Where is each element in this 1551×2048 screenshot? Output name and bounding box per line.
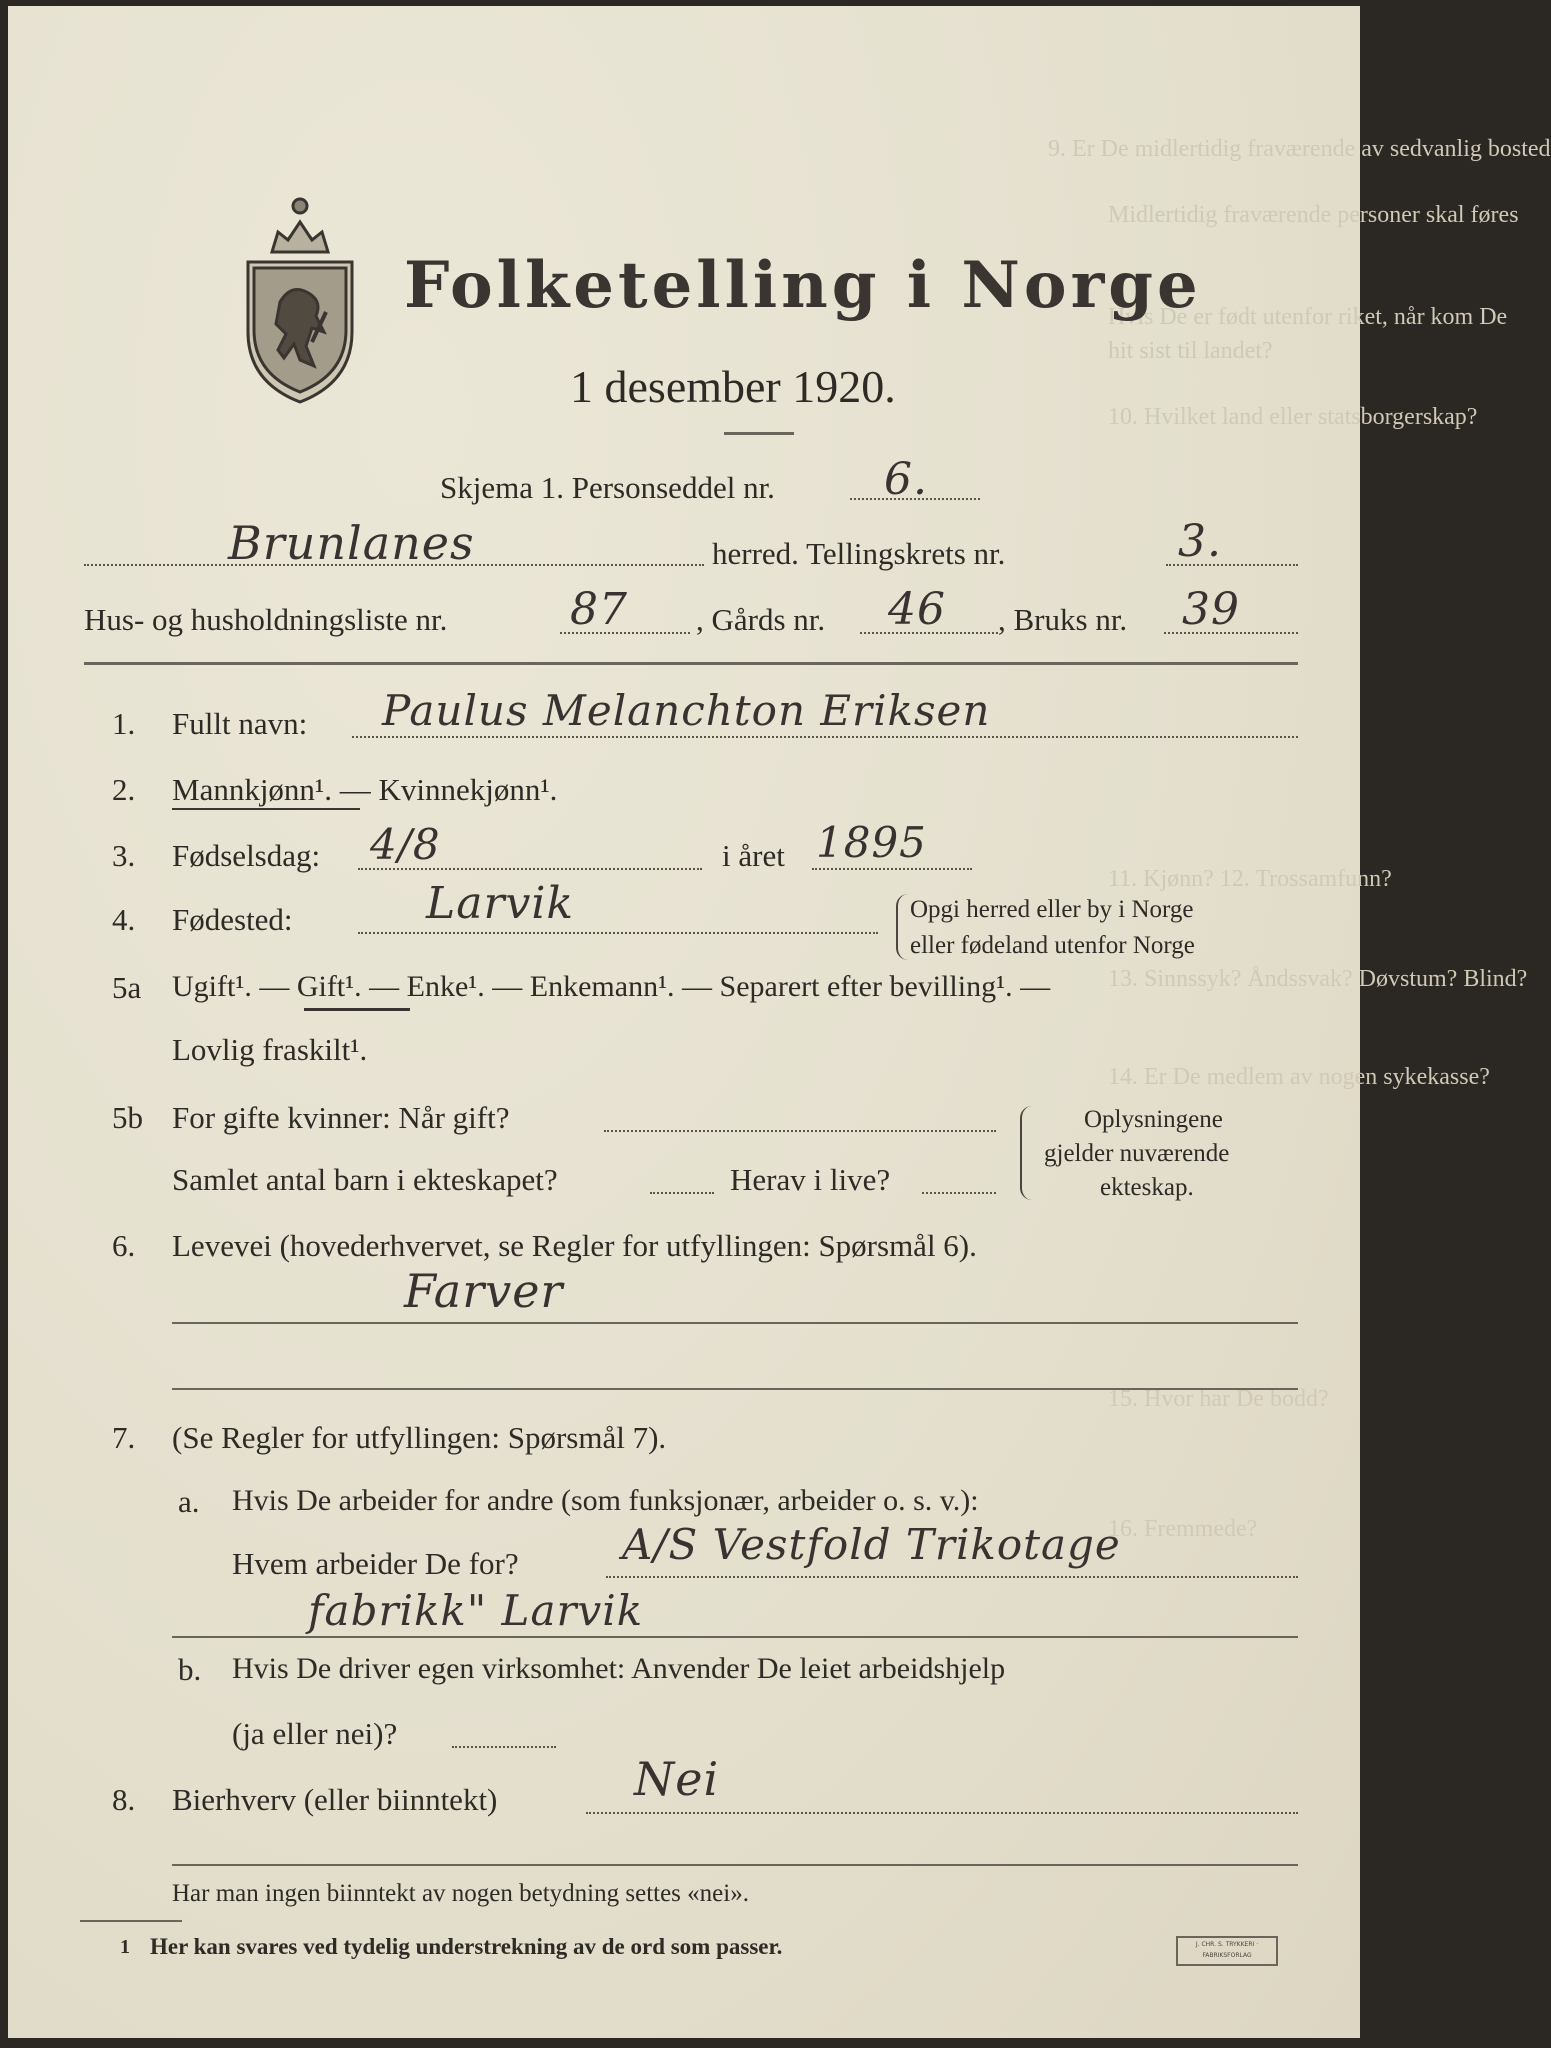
birthplace-note-line2: eller fødeland utenfor Norge <box>910 932 1195 959</box>
full-name-value: Paulus Melanchton Eriksen <box>382 686 991 735</box>
footnote-mark: 1 <box>120 1936 130 1958</box>
bleed-through-text: 15. Hvor har De bodd? <box>1108 1386 1329 1412</box>
q2-number: 2. <box>112 772 136 807</box>
hus-value: 87 <box>570 584 628 635</box>
q7-number: 7. <box>112 1420 136 1455</box>
married-when-label: For gifte kvinner: Når gift? <box>172 1100 510 1135</box>
birthdate-value: 4/8 <box>370 820 441 869</box>
q1-number: 1. <box>112 706 136 741</box>
employer-label: Hvem arbeider De for? <box>232 1546 519 1581</box>
birthdate-label: Fødselsdag: <box>172 838 321 873</box>
children-alive-line <box>922 1192 996 1194</box>
birth-year-value: 1895 <box>816 818 927 867</box>
full-name-line <box>352 736 1298 738</box>
marriage-note-line2: gjelder nuværende <box>1044 1140 1230 1167</box>
employer-line-2 <box>172 1636 1298 1638</box>
marital-status-options: Ugift¹. — Gift¹. — Enke¹. — Enkemann¹. — Separert efter bevilling¹. — <box>172 970 1051 1003</box>
children-total-line <box>650 1192 714 1194</box>
birth-year-line <box>812 868 972 870</box>
hired-help-line <box>452 1746 556 1748</box>
q6-number: 6. <box>112 1228 136 1263</box>
footnote-divider <box>80 1920 182 1922</box>
bleed-through-text: 14. Er De medlem av nogen sykekasse? <box>1108 1064 1490 1090</box>
birth-year-label: i året <box>722 838 785 873</box>
form-title: Folketelling i Norge <box>404 248 1202 323</box>
employer-line <box>606 1576 1298 1578</box>
bleed-through-text: 16. Fremmede? <box>1108 1516 1258 1542</box>
employer-value-line2: fabrikk" Larvik <box>308 1586 644 1635</box>
q3-number: 3. <box>112 838 136 873</box>
gards-label: , Gårds nr. <box>696 602 826 637</box>
gards-value: 46 <box>888 584 946 635</box>
title-divider <box>724 432 794 435</box>
q4-number: 4. <box>112 902 136 937</box>
bleed-through-text: 11. Kjønn? 12. Trossamfunn? <box>1108 866 1392 892</box>
personseddel-value: 6. <box>884 454 928 505</box>
bleed-through-text: 9. Er De midlertidig fraværende av sedvanlig bosted <box>1048 136 1551 162</box>
children-alive-label: Herav i live? <box>730 1162 891 1197</box>
marriage-note-brace <box>1020 1106 1032 1200</box>
q5b-number: 5b <box>112 1100 143 1135</box>
employer-value-line1: A/S Vestfold Trikotage <box>622 1520 1121 1569</box>
no-income-note: Har man ingen biinntekt av nogen betydning settes «nei». <box>172 1880 749 1907</box>
marital-status-underline <box>304 1008 410 1011</box>
side-income-line-2 <box>172 1864 1298 1866</box>
bruks-value: 39 <box>1182 584 1240 635</box>
hired-help-label: (ja eller nei)? <box>232 1716 398 1751</box>
q7b-letter: b. <box>178 1652 202 1687</box>
printer-stamp: J. CHR. S. TRYKKERI · FABRIKSFORLAG <box>1176 1936 1278 1966</box>
q7b-line1: Hvis De driver egen virksomhet: Anvender De leiet arbeidshjelp <box>232 1652 1006 1685</box>
herred-label: herred. Tellingskrets nr. <box>712 536 1006 571</box>
married-when-line <box>604 1130 996 1132</box>
birthplace-note-brace <box>896 894 908 960</box>
coat-of-arms-icon <box>242 192 358 402</box>
children-total-label: Samlet antal barn i ekteskapet? <box>172 1162 558 1197</box>
birthplace-note-line1: Opgi herred eller by i Norge <box>910 896 1194 923</box>
occupation-value: Farver <box>404 1264 564 1318</box>
q8-number: 8. <box>112 1782 136 1817</box>
q7-text: (Se Regler for utfyllingen: Spørsmål 7). <box>172 1420 667 1455</box>
q7a-line1: Hvis De arbeider for andre (som funksjonær, arbeider o. s. v.): <box>232 1484 979 1517</box>
marital-status-options-cont: Lovlig fraskilt¹. <box>172 1032 368 1067</box>
marriage-note-line1: Oplysningene <box>1084 1106 1223 1133</box>
hus-label: Hus- og husholdningsliste nr. <box>84 602 448 637</box>
full-name-label: Fullt navn: <box>172 706 308 741</box>
occupation-line <box>172 1322 1298 1324</box>
q5a-number: 5a <box>112 970 142 1005</box>
gender-options: Mannkjønn¹. — Kvinnekjønn¹. <box>172 772 558 807</box>
gender-underline <box>172 808 360 810</box>
bleed-through-text: hit sist til landet? <box>1108 338 1273 364</box>
form-date: 1 desember 1920. <box>570 361 896 412</box>
occupation-label: Levevei (hovederhvervet, se Regler for utfyllingen: Spørsmål 6). <box>172 1228 977 1263</box>
q7a-letter: a. <box>178 1484 200 1519</box>
side-income-value: Nei <box>634 1752 720 1806</box>
occupation-line-2 <box>172 1388 1298 1390</box>
birthplace-line <box>358 932 878 934</box>
side-income-label: Bierhverv (eller biinntekt) <box>172 1782 498 1817</box>
marriage-note-line3: ekteskap. <box>1100 1174 1194 1201</box>
footnote-text: Her kan svares ved tydelig understrekning av de ord som passer. <box>150 1934 783 1959</box>
bleed-through-text: Midlertidig fraværende personer skal føres <box>1108 202 1519 228</box>
tellingskrets-value: 3. <box>1178 516 1222 567</box>
bruks-label: , Bruks nr. <box>998 602 1128 637</box>
bleed-through-text: 10. Hvilket land eller statsborgerskap? <box>1108 404 1478 430</box>
herred-value: Brunlanes <box>228 516 475 570</box>
bleed-through-text: Hvis De er født utenfor riket, når kom De <box>1108 304 1508 330</box>
birthplace-label: Fødested: <box>172 902 293 937</box>
birthplace-value: Larvik <box>426 878 575 929</box>
bleed-through-text: 13. Sinnssyk? Åndssvak? Døvstum? Blind? <box>1108 966 1528 992</box>
side-income-line <box>586 1812 1298 1814</box>
skjema-label: Skjema 1. Personseddel nr. <box>440 470 775 505</box>
census-form-page <box>8 6 1551 2038</box>
section-divider <box>84 662 1298 665</box>
